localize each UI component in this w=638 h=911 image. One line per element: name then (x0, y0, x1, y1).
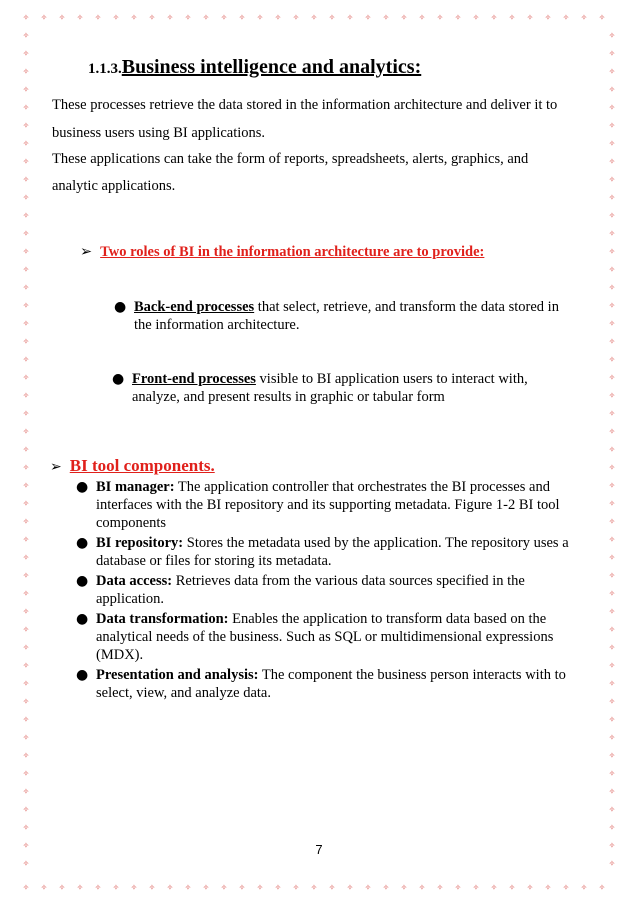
section-title: Business intelligence and analytics: (121, 56, 422, 78)
border-star-icon: ✧ (22, 883, 30, 892)
border-star-icon: ✧ (22, 85, 30, 94)
border-star-icon: ✧ (608, 337, 616, 346)
border-star-icon: ✧ (328, 883, 336, 892)
border-star-icon: ✧ (608, 661, 616, 670)
list-item (74, 534, 594, 570)
components-list (74, 478, 594, 704)
border-star-icon: ✧ (608, 103, 616, 112)
border-star-icon: ✧ (608, 751, 616, 760)
arrow-bullet-icon: ➢ (50, 459, 62, 475)
border-star-icon: ✧ (256, 883, 264, 892)
border-star-icon: ✧ (22, 787, 30, 796)
border-star-icon: ✧ (608, 391, 616, 400)
border-star-icon: ✧ (608, 463, 616, 472)
item-text: The application controller that orchestrates the BI processes and interfaces with the BI repository and its supporting metadata. Figure 1-2 BI tool components (96, 479, 560, 531)
roles-heading (80, 244, 484, 261)
border-star-icon: ✧ (130, 883, 138, 892)
border-star-icon: ✧ (22, 427, 30, 436)
border-star-icon: ✧ (220, 13, 228, 22)
border-star-icon: ✧ (608, 31, 616, 40)
border-star-icon: ✧ (22, 643, 30, 652)
border-star-icon: ✧ (40, 883, 48, 892)
backend-bullet (114, 298, 594, 334)
border-star-icon: ✧ (76, 13, 84, 22)
border-star-icon: ✧ (22, 265, 30, 274)
border-star-icon: ✧ (608, 229, 616, 238)
border-star-icon: ✧ (562, 13, 570, 22)
border-star-icon: ✧ (22, 139, 30, 148)
border-star-icon: ✧ (22, 301, 30, 310)
border-star-icon: ✧ (22, 463, 30, 472)
border-star-icon: ✧ (256, 13, 264, 22)
bullet-dot-icon: ● (76, 667, 89, 683)
item-term: Data access: (96, 573, 173, 589)
frontend-text: visible to BI application users to interact with, (255, 371, 528, 387)
border-star-icon: ✧ (418, 883, 426, 892)
border-star-icon: ✧ (22, 535, 30, 544)
border-star-icon: ✧ (400, 883, 408, 892)
item-term: Presentation and analysis: (96, 667, 259, 683)
decorative-star-border (20, 12, 618, 892)
border-star-icon: ✧ (22, 67, 30, 76)
border-star-icon: ✧ (346, 883, 354, 892)
border-star-icon: ✧ (508, 883, 516, 892)
border-star-icon: ✧ (22, 805, 30, 814)
border-star-icon: ✧ (608, 841, 616, 850)
border-star-icon: ✧ (608, 481, 616, 490)
border-star-icon: ✧ (94, 883, 102, 892)
intro-line-4: analytic applications. (52, 178, 176, 194)
border-star-icon: ✧ (202, 13, 210, 22)
border-star-icon: ✧ (22, 697, 30, 706)
border-star-icon: ✧ (608, 625, 616, 634)
border-star-icon: ✧ (608, 553, 616, 562)
border-star-icon: ✧ (608, 67, 616, 76)
border-star-icon: ✧ (382, 13, 390, 22)
item-term: BI manager: (96, 479, 175, 495)
border-star-icon: ✧ (238, 883, 246, 892)
border-star-icon: ✧ (22, 517, 30, 526)
border-star-icon: ✧ (436, 13, 444, 22)
border-star-icon: ✧ (608, 859, 616, 868)
border-star-icon: ✧ (292, 883, 300, 892)
border-star-icon: ✧ (436, 883, 444, 892)
border-star-icon: ✧ (400, 13, 408, 22)
border-star-icon: ✧ (544, 883, 552, 892)
border-star-icon: ✧ (22, 31, 30, 40)
page-border (20, 12, 618, 892)
border-star-icon: ✧ (22, 841, 30, 850)
border-star-icon: ✧ (608, 49, 616, 58)
bullet-dot-icon: ● (76, 535, 89, 551)
intro-line-2: business users using BI applications. (52, 125, 266, 141)
border-star-icon: ✧ (608, 517, 616, 526)
border-star-icon: ✧ (148, 883, 156, 892)
border-star-icon: ✧ (22, 121, 30, 130)
list-item (74, 572, 594, 608)
border-star-icon: ✧ (364, 13, 372, 22)
border-star-icon: ✧ (22, 661, 30, 670)
border-star-icon: ✧ (608, 589, 616, 598)
bullet-dot-icon: ● (76, 573, 89, 589)
border-star-icon: ✧ (292, 13, 300, 22)
border-star-icon: ✧ (544, 13, 552, 22)
border-star-icon: ✧ (608, 427, 616, 436)
border-star-icon: ✧ (310, 13, 318, 22)
border-star-icon: ✧ (22, 193, 30, 202)
border-star-icon: ✧ (472, 883, 480, 892)
border-star-icon: ✧ (608, 499, 616, 508)
border-star-icon: ✧ (526, 13, 534, 22)
border-star-icon: ✧ (472, 13, 480, 22)
border-star-icon: ✧ (608, 535, 616, 544)
backend-text-line2: the information architecture. (134, 317, 300, 333)
border-star-icon: ✧ (608, 175, 616, 184)
border-star-icon: ✧ (274, 13, 282, 22)
item-text: Stores the metadata used by the application. The repository uses a database or files for storing its metadata. (96, 535, 569, 569)
border-star-icon: ✧ (22, 337, 30, 346)
list-item (74, 666, 594, 702)
border-star-icon: ✧ (608, 409, 616, 418)
backend-term: Back-end processes (134, 299, 255, 315)
border-star-icon: ✧ (580, 883, 588, 892)
section-number: 1.1.3. (88, 61, 122, 77)
intro-line-3: These applications can take the form of reports, spreadsheets, alerts, graphics, and (52, 151, 529, 167)
frontend-bullet (112, 370, 592, 406)
border-star-icon: ✧ (608, 697, 616, 706)
item-text: Enables the application to transform data based on the analytical needs of the business. Such as SQL or multidimensional expressions (MDX). (96, 611, 554, 663)
border-star-icon: ✧ (166, 13, 174, 22)
border-star-icon: ✧ (22, 445, 30, 454)
border-star-icon: ✧ (508, 13, 516, 22)
page-number: 7 (315, 842, 323, 857)
border-star-icon: ✧ (608, 607, 616, 616)
border-star-icon: ✧ (112, 883, 120, 892)
border-star-icon: ✧ (454, 883, 462, 892)
border-star-icon: ✧ (22, 211, 30, 220)
border-star-icon: ✧ (608, 211, 616, 220)
border-star-icon: ✧ (22, 751, 30, 760)
border-star-icon: ✧ (22, 355, 30, 364)
border-star-icon: ✧ (608, 805, 616, 814)
components-heading-text: BI tool components. (69, 456, 215, 475)
list-item (74, 610, 594, 664)
border-star-icon: ✧ (608, 247, 616, 256)
item-text: Retrieves data from the various data sources specified in the application. (96, 573, 525, 607)
border-star-icon: ✧ (22, 499, 30, 508)
border-star-icon: ✧ (58, 883, 66, 892)
intro-line-1: These processes retrieve the data stored in the information architecture and deliver it to (52, 97, 558, 113)
border-star-icon: ✧ (608, 85, 616, 94)
item-term: BI repository: (96, 535, 184, 551)
list-item (74, 478, 594, 532)
border-star-icon: ✧ (608, 157, 616, 166)
border-star-icon: ✧ (22, 13, 30, 22)
border-star-icon: ✧ (22, 679, 30, 688)
border-star-icon: ✧ (130, 13, 138, 22)
roles-heading-text: Two roles of BI in the information architecture are to provide: (100, 244, 485, 260)
border-star-icon: ✧ (608, 571, 616, 580)
border-star-icon: ✧ (22, 229, 30, 238)
border-star-icon: ✧ (346, 13, 354, 22)
border-star-icon: ✧ (148, 13, 156, 22)
border-star-icon: ✧ (238, 13, 246, 22)
border-star-icon: ✧ (598, 883, 606, 892)
frontend-term: Front-end processes (132, 371, 256, 387)
border-star-icon: ✧ (608, 193, 616, 202)
border-star-icon: ✧ (220, 883, 228, 892)
border-star-icon: ✧ (608, 121, 616, 130)
border-star-icon: ✧ (22, 769, 30, 778)
border-star-icon: ✧ (310, 883, 318, 892)
border-star-icon: ✧ (608, 643, 616, 652)
border-star-icon: ✧ (22, 409, 30, 418)
border-star-icon: ✧ (454, 13, 462, 22)
border-star-icon: ✧ (202, 883, 210, 892)
border-star-icon: ✧ (22, 481, 30, 490)
border-star-icon: ✧ (76, 883, 84, 892)
border-star-icon: ✧ (22, 733, 30, 742)
border-star-icon: ✧ (22, 553, 30, 562)
item-term: Data transformation: (96, 611, 229, 627)
border-star-icon: ✧ (22, 49, 30, 58)
border-star-icon: ✧ (184, 883, 192, 892)
border-star-icon: ✧ (22, 859, 30, 868)
border-star-icon: ✧ (22, 571, 30, 580)
border-star-icon: ✧ (22, 625, 30, 634)
border-star-icon: ✧ (562, 883, 570, 892)
border-star-icon: ✧ (22, 823, 30, 832)
border-star-icon: ✧ (184, 13, 192, 22)
bullet-dot-icon: ● (76, 611, 89, 627)
border-star-icon: ✧ (598, 13, 606, 22)
border-star-icon: ✧ (490, 883, 498, 892)
border-star-icon: ✧ (22, 283, 30, 292)
border-star-icon: ✧ (608, 355, 616, 364)
border-star-icon: ✧ (526, 883, 534, 892)
border-star-icon: ✧ (112, 13, 120, 22)
border-star-icon: ✧ (22, 391, 30, 400)
border-star-icon: ✧ (22, 157, 30, 166)
frontend-text-line2: analyze, and present results in graphic or tabular form (132, 389, 445, 405)
backend-text: that select, retrieve, and transform the data stored in (254, 299, 559, 315)
border-star-icon: ✧ (608, 823, 616, 832)
border-star-icon: ✧ (58, 13, 66, 22)
border-star-icon: ✧ (418, 13, 426, 22)
border-star-icon: ✧ (22, 103, 30, 112)
border-star-icon: ✧ (608, 787, 616, 796)
border-star-icon: ✧ (608, 265, 616, 274)
border-star-icon: ✧ (166, 883, 174, 892)
bullet-dot-icon: ● (114, 299, 127, 315)
bullet-dot-icon: ● (112, 371, 125, 387)
border-star-icon: ✧ (608, 319, 616, 328)
border-star-icon: ✧ (40, 13, 48, 22)
bullet-dot-icon: ● (76, 479, 89, 495)
border-star-icon: ✧ (382, 883, 390, 892)
border-star-icon: ✧ (94, 13, 102, 22)
border-star-icon: ✧ (22, 589, 30, 598)
border-star-icon: ✧ (328, 13, 336, 22)
border-star-icon: ✧ (580, 13, 588, 22)
border-star-icon: ✧ (22, 715, 30, 724)
border-star-icon: ✧ (608, 301, 616, 310)
border-star-icon: ✧ (22, 319, 30, 328)
border-star-icon: ✧ (608, 715, 616, 724)
border-star-icon: ✧ (490, 13, 498, 22)
border-star-icon: ✧ (608, 445, 616, 454)
border-star-icon: ✧ (608, 679, 616, 688)
border-star-icon: ✧ (608, 733, 616, 742)
border-star-icon: ✧ (22, 175, 30, 184)
border-star-icon: ✧ (22, 247, 30, 256)
border-star-icon: ✧ (274, 883, 282, 892)
components-heading (50, 456, 215, 476)
border-star-icon: ✧ (608, 283, 616, 292)
border-star-icon: ✧ (364, 883, 372, 892)
border-star-icon: ✧ (608, 373, 616, 382)
section-heading (88, 56, 421, 79)
arrow-bullet-icon: ➢ (80, 244, 93, 260)
border-star-icon: ✧ (22, 607, 30, 616)
border-star-icon: ✧ (22, 373, 30, 382)
item-text: The component the business person interacts with to select, view, and analyze data. (96, 667, 566, 701)
border-star-icon: ✧ (608, 139, 616, 148)
border-star-icon: ✧ (608, 769, 616, 778)
